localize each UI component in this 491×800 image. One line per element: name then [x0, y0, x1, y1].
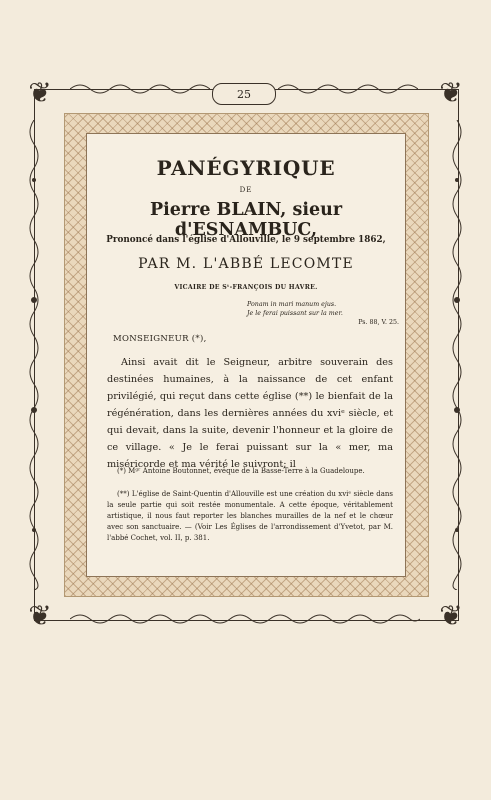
- epigraph-latin: Ponam in mari manum ejus.: [247, 301, 337, 308]
- bottom-vine-ornament: [70, 610, 420, 628]
- top-left-vine-ornament: [70, 80, 210, 98]
- body-paragraph: Ainsi avait dit le Seigneur, arbitre souverain des destinées humaines, à la naissance de cet enfant privilégié, qui reçut dans cette église (**) le bienfait de la régénération, dans les dernières années du xviᵉ siècle, et qui devait, dans la suite, devenir l'honneur et la gloire de ce village. « Je le ferai puissant sur la « mer, ma miséricorde et ma vérité le suivront; il: [107, 357, 393, 470]
- page-number: 25: [212, 83, 276, 105]
- delivery-note: Prononcé dans l'église d'Allouville, le 9 septembre 1862,: [106, 235, 386, 245]
- author-line: PAR M. L'ABBÉ LECOMTE: [138, 256, 354, 272]
- epigraph: [247, 300, 343, 318]
- left-vine-ornament: [24, 120, 44, 590]
- epigraph-french: Je le ferai puissant sur la mer.: [247, 310, 343, 317]
- right-vine-ornament: [447, 120, 467, 590]
- top-right-vine-ornament: [278, 80, 418, 98]
- corner-ornament-icon: ❦: [28, 76, 52, 109]
- title-connector: DE: [239, 186, 253, 194]
- salutation: MONSEIGNEUR (*),: [113, 334, 207, 344]
- document-title: PANÉGYRIQUE: [156, 156, 336, 180]
- footnote: (**) L'église de Saint-Quentin d'Allouville est une création du xviᵉ siècle dans la seule partie qui soit restée monumentale. A cette époque, véritablement artistique, il nous faut reporter les blanches murailles de la nef et le chœur avec son sanctuaire. — (Voir Les Églises de l'arrondissement d'Yvetot, par M. l'abbé Cochet, vol. II, p. 381.: [107, 490, 393, 542]
- footnote: (*) Mᵍʳ Antoine Boutonnet, évêque de la Basse-Terre à la Guadeloupe.: [117, 467, 365, 475]
- epigraph-reference: Ps. 88, V. 25.: [358, 319, 399, 326]
- corner-ornament-icon: ❦: [439, 76, 463, 109]
- author-title: VICAIRE DE Sᵗ-FRANÇOIS DU HAVRE.: [174, 284, 318, 291]
- text-panel: [86, 133, 406, 577]
- corner-ornament-icon: ❦: [28, 599, 52, 632]
- subject-name: Pierre BLAIN, sieur d'ESNAMBUC,: [149, 200, 343, 240]
- corner-ornament-icon: ❦: [439, 599, 463, 632]
